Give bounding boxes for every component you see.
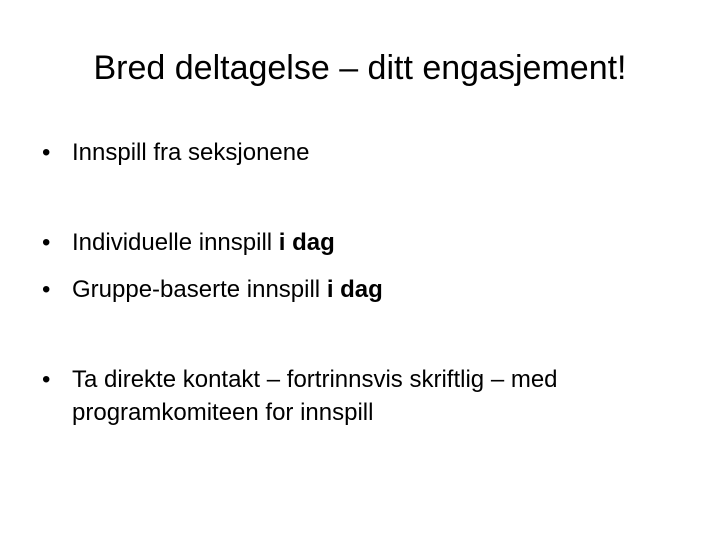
bullet-item	[42, 363, 692, 429]
bullet-item	[42, 226, 692, 259]
bullet-item	[42, 273, 692, 306]
bullet-text-regular: Ta direkte kontakt – fortrinnsvis skriftlig – med programkomiteen for innspill	[72, 366, 558, 426]
bullet-text-bold: i dag	[326, 276, 383, 303]
bullet-text-regular: Gruppe-baserte innspill	[72, 276, 327, 303]
bullet-text	[72, 136, 692, 169]
bullet-dot-icon: •	[42, 366, 51, 393]
bullet-dot-icon: •	[42, 229, 51, 256]
bullet-text	[72, 363, 692, 429]
bullet-text	[72, 273, 692, 306]
bullet-text-bold: i dag	[278, 229, 335, 256]
slide-title: Bred deltagelse – ditt engasjement!	[93, 49, 627, 87]
bullet-item	[42, 136, 692, 169]
bullet-text-regular: Innspill fra seksjonene	[72, 139, 310, 166]
bullet-text	[72, 226, 692, 259]
bullet-text-regular: Individuelle innspill	[72, 229, 279, 256]
bullet-dot-icon: •	[42, 276, 51, 303]
bullet-dot-icon: •	[42, 139, 51, 166]
